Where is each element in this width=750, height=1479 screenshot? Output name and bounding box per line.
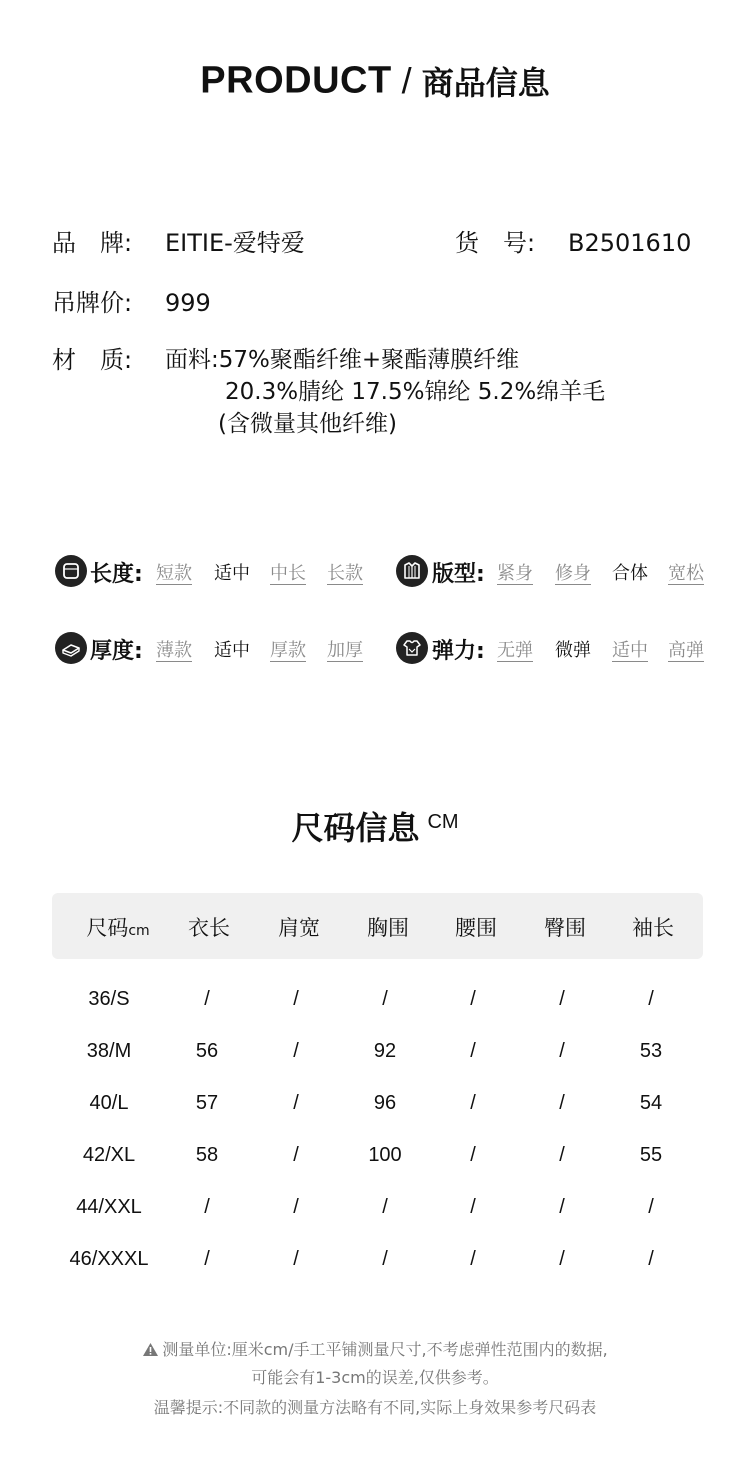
header-shoulder: 肩宽: [278, 916, 320, 940]
cell-sleeve: /: [648, 988, 654, 1010]
cell-length: /: [204, 1196, 210, 1218]
cell-size: 44/XXL: [76, 1196, 142, 1218]
cell-shoulder: /: [293, 988, 299, 1010]
note-line-3: 温馨提示:不同款的测量方法略有不同,实际上身效果参考尺码表: [153, 1398, 597, 1417]
fit-option-tight: 紧身: [497, 563, 533, 584]
cell-shoulder: /: [293, 1092, 299, 1114]
material-label: 材 质:: [52, 346, 133, 374]
cell-length: 57: [195, 1092, 219, 1114]
title-separator: /: [401, 60, 412, 101]
cell-chest: 96: [373, 1092, 397, 1114]
cell-size: 46/XXXL: [69, 1248, 149, 1270]
cell-chest: /: [382, 1196, 388, 1218]
length-option-short: 短款: [156, 563, 192, 584]
sku-label: 货 号:: [455, 229, 536, 257]
cell-shoulder: /: [293, 1144, 299, 1166]
thickness-option-extra-thick: 加厚: [327, 640, 363, 661]
cell-shoulder: /: [293, 1040, 299, 1062]
header-waist: 腰围: [455, 916, 497, 940]
title-en: PRODUCT: [200, 59, 392, 102]
length-option-long: 长款: [327, 563, 363, 584]
header-length: 衣长: [188, 916, 230, 940]
cell-length: /: [204, 1248, 210, 1270]
elasticity-option-slight: 微弹: [555, 640, 591, 661]
cell-waist: /: [470, 988, 476, 1010]
cell-chest: /: [382, 988, 388, 1010]
cell-sleeve: 53: [639, 1040, 663, 1062]
cell-chest: 100: [368, 1144, 402, 1166]
cell-length: /: [204, 988, 210, 1010]
cell-waist: /: [470, 1196, 476, 1218]
length-icon: [55, 555, 87, 587]
material-line-2: 20.3%腈纶 17.5%锦纶 5.2%绵羊毛: [225, 379, 606, 405]
cell-waist: /: [470, 1248, 476, 1270]
header-size-text: 尺码: [86, 916, 129, 940]
cell-length: 58: [195, 1144, 219, 1166]
cell-waist: /: [470, 1040, 476, 1062]
thickness-label: 厚度:: [90, 639, 143, 664]
size-title-unit: CM: [427, 811, 459, 833]
header-hip: 臀围: [544, 916, 586, 940]
length-option-mid-long: 中长: [270, 563, 306, 584]
cell-chest: /: [382, 1248, 388, 1270]
price-label: 吊牌价:: [52, 289, 133, 317]
cell-hip: /: [559, 1144, 565, 1166]
note-line-1: [0, 1337, 750, 1360]
cell-hip: /: [559, 1040, 565, 1062]
cell-waist: /: [470, 1092, 476, 1114]
header-size: [73, 912, 163, 942]
warning-icon: [142, 1342, 159, 1357]
cell-sleeve: /: [648, 1248, 654, 1270]
cell-size: 38/M: [86, 1040, 132, 1062]
cell-shoulder: /: [293, 1248, 299, 1270]
fit-option-slim: 修身: [555, 563, 591, 584]
thickness-option-thin: 薄款: [156, 640, 192, 661]
cell-waist: /: [470, 1144, 476, 1166]
cell-length: 56: [195, 1040, 219, 1062]
elasticity-icon: [396, 632, 428, 664]
thickness-option-medium: 适中: [214, 640, 250, 661]
elasticity-option-high: 高弹: [668, 640, 704, 661]
cell-size: 36/S: [88, 988, 130, 1010]
cell-sleeve: /: [648, 1196, 654, 1218]
elasticity-option-medium: 适中: [612, 640, 648, 661]
cell-chest: 92: [373, 1040, 397, 1062]
header-sleeve: 袖长: [632, 916, 674, 940]
cell-sleeve: 55: [639, 1144, 663, 1166]
thickness-option-thick: 厚款: [270, 640, 306, 661]
fit-label: 版型:: [432, 562, 485, 587]
note-line-1-text: 测量单位:厘米cm/手工平铺测量尺寸,不考虑弹性范围内的数据,: [162, 1340, 608, 1359]
material-line-3: (含微量其他纤维): [218, 411, 397, 437]
fit-option-regular: 合体: [612, 563, 648, 584]
page-header: [0, 58, 750, 104]
sku-value: B2501610: [568, 229, 692, 257]
brand-value: EITIE-爱特爱: [165, 229, 305, 257]
cell-sleeve: 54: [639, 1092, 663, 1114]
cell-hip: /: [559, 1248, 565, 1270]
header-chest: 胸围: [367, 916, 409, 940]
cell-size: 42/XL: [82, 1144, 136, 1166]
size-title-text: 尺码信息: [291, 809, 420, 847]
cell-hip: /: [559, 1196, 565, 1218]
price-value: 999: [165, 289, 211, 317]
elasticity-label: 弹力:: [432, 639, 485, 664]
length-option-medium: 适中: [214, 563, 250, 584]
length-label: 长度:: [90, 562, 143, 587]
cell-hip: /: [559, 988, 565, 1010]
material-line-1: 面料:57%聚酯纤维+聚酯薄膜纤维: [165, 347, 520, 373]
size-section-title: [0, 803, 750, 849]
title-zh: 商品信息: [421, 64, 550, 102]
note-line-2: 可能会有1-3cm的误差,仅供参考。: [251, 1368, 499, 1387]
cell-shoulder: /: [293, 1196, 299, 1218]
header-size-unit: cm: [128, 923, 150, 939]
brand-label: 品 牌:: [52, 229, 133, 257]
fit-option-loose: 宽松: [668, 563, 704, 584]
elasticity-option-none: 无弹: [497, 640, 533, 661]
fit-icon: [396, 555, 428, 587]
cell-size: 40/L: [89, 1092, 129, 1114]
thickness-icon: [55, 632, 87, 664]
cell-hip: /: [559, 1092, 565, 1114]
